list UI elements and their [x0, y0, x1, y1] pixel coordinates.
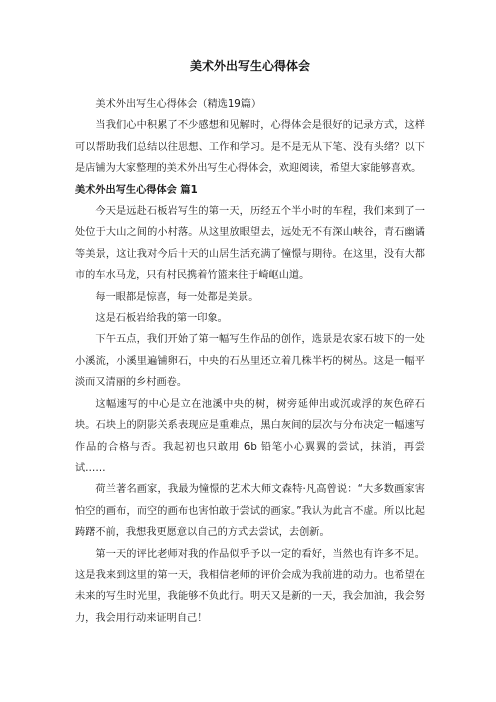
- document-title: 美术外出写生心得体会: [189, 59, 310, 73]
- intro-paragraph: 当我们心中积累了不少感想和见解时，心得体会是很好的记录方式，这样可以帮助我们总结以往思想、工作和学习。是不是无从下笔、没有头绪？以下是店铺为大家整理的美术外出写生心得体会，欢迎阅读，希望大家能够喜欢。: [75, 120, 425, 175]
- document-page: [75, 58, 425, 629]
- body-paragraph-3: 这是石板岩给我的第一印象。: [95, 313, 228, 325]
- body-paragraph-1: 今天是远赴石板岩写生的第一天，历经五个半小时的车程，我们来到了一处位于大山之间的小村落。从这里放眼望去，远处无不有深山峡谷，青石幽谲等美景，这让我对今后十天的山居生活充满了憧憬与期待。在这里，没有大都市的车水马龙，只有村民携着竹篮来往于崎岖山道。: [75, 206, 425, 282]
- body-paragraph-6: 荷兰著名画家，我最为憧憬的艺术大师文森特·凡高曾说：“大多数画家害怕空的画布，而空的画布也害怕敢于尝试的画家。”我认为此言不虚。所以比起踌躇不前，我想我更愿意以自己的方式去尝试，去创新。: [75, 484, 425, 539]
- section-heading: 美术外出写生心得体会 篇1: [75, 184, 198, 196]
- body-paragraph-5: 这幅速写的中心是立在池溪中央的树，树旁延伸出或沉或浮的灰色碎石块。石块上的阴影关系表现应是重难点，黑白灰间的层次与分布决定一幅速写作品的合格与否。我起初也只敢用 6b 铅笔小心翼翼的尝试，抹消，再尝试……: [75, 398, 425, 474]
- document-subtitle: 美术外出写生心得体会（精选19篇）: [95, 99, 262, 110]
- body-paragraph-4: 下午五点，我们开始了第一幅写生作品的创作，选景是农家石坡下的一处小溪流，小溪里遍铺卵石，中央的石丛里还立着几株半朽的树丛。这是一幅平淡而又清丽的乡村画卷。: [75, 334, 425, 389]
- body-paragraph-2: 每一眼都是惊喜，每一处都是美景。: [95, 291, 259, 303]
- body-paragraph-7: 第一天的评比老师对我的作品似乎予以一定的看好，当然也有许多不足。这是我来到这里的第一天，我相信老师的评价会成为我前进的动力。也希望在未来的写生时光里，我能够不负此行。明天又是新的一天，我会加油，我会努力，我会用行动来证明自己！: [75, 548, 425, 624]
